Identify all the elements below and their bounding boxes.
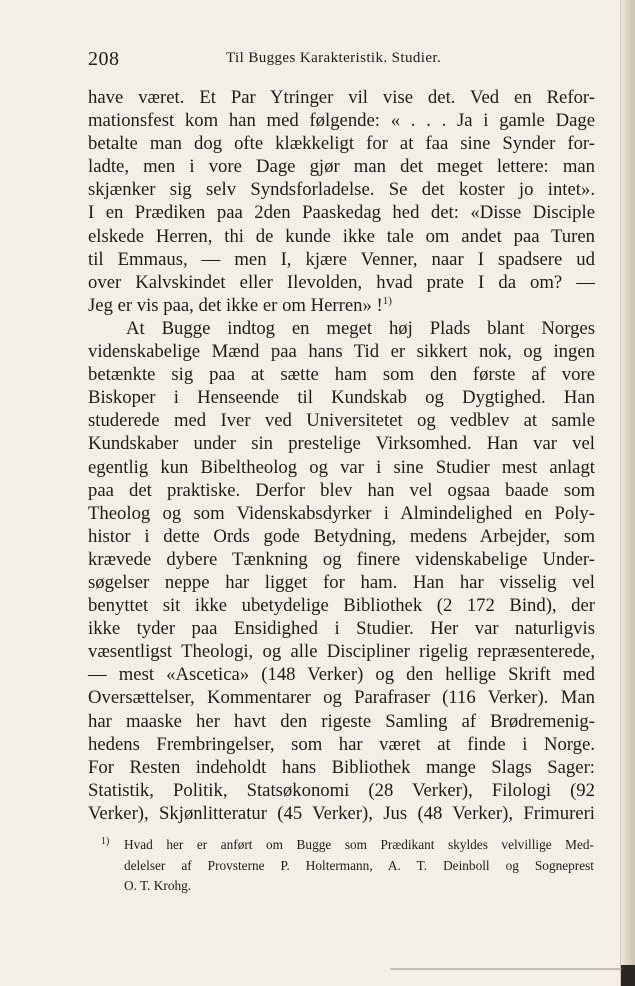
text-line: væsentligst Theologi, og alle Discipliner rigelig repræsenterede, [88, 641, 595, 663]
text-line: krævede dybere Tænkning og finere videnskabelige Under- [88, 548, 595, 570]
text-line: betalte man dog ofte klækkeligt for at faa sine Synder for- [88, 133, 595, 155]
text-line: har maaske her havt den rigeste Samling af Brødremenig- [88, 710, 595, 732]
text-line: Kundskaber under sin prestelige Virksomhed. Han var vel [88, 433, 595, 455]
paragraph-start: At Bugge indtog en meget høj Plads blant Norges [126, 317, 595, 339]
footnote [101, 835, 594, 897]
text-line: søgelser neppe har ligget for ham. Han har visselig vel [88, 571, 595, 593]
text-line: benyttet sit ikke ubetydelige Bibliothek (2 172 Bind), der [88, 595, 595, 617]
text-line: ladte, men i vore Dage gjør man det meget lettere: man [88, 156, 595, 178]
text-line: histor i dette Ords gode Betydning, medens Arbejder, som [88, 525, 595, 547]
header-title: Til Bugges Karakteristik. Studier. [226, 50, 442, 66]
footnote-line: Hvad her er anført om Bugge som Prædikant skyldes velvillige Med- [124, 837, 594, 852]
running-head [88, 48, 593, 74]
page-curl [390, 968, 622, 970]
text-line: over Kalvskindet eller Ilevolden, hvad prate I da om? — [88, 271, 595, 293]
page-number: 208 [88, 48, 120, 70]
text-line: elskede Herren, thi de kunde ikke tale om andet paa Turen [88, 225, 595, 247]
footnote-reference: 1) [382, 294, 392, 307]
text-line: hedens Frembringelser, som har været at finde i Norge. [88, 733, 595, 755]
text-line: Statistik, Politik, Statsøkonomi (28 Verker), Filologi (92 [88, 779, 595, 801]
text-line: Jeg er vis paa, det ikke er om Herren» ! [88, 294, 383, 316]
text-line: For Resten indeholdt hans Bibliothek mange Slags Sager: [88, 756, 595, 778]
text-line: egentlig kun Bibeltheolog og var i sine Studier mest anlagt [88, 456, 595, 478]
footnote-line: O. T. Krohg. [124, 878, 192, 893]
page-edge-shadow [621, 965, 635, 986]
text-line: skjænker sig selv Syndsforladelse. Se det koster jo intet». [88, 179, 595, 201]
text-line: Theolog og som Videnskabsdyrker i Almindelighed en Poly- [88, 502, 595, 524]
text-line: til Emmaus, — men I, kjære Venner, naar I spadsere ud [88, 248, 595, 270]
text-line: mationsfest kom han med følgende: « . . . Ja i gamle Dage [88, 110, 595, 132]
text-line: Biskoper i Henseende til Kundskab og Dygtighed. Han [88, 387, 595, 409]
body-text [88, 86, 595, 825]
text-line: have været. Et Par Ytringer vil vise det. Ved en Refor- [88, 87, 595, 108]
page-edge [620, 0, 635, 986]
text-line: I en Prædiken paa 2den Paaskedag hed det: «Disse Disciple [88, 202, 595, 224]
text-line: studerede med Iver ved Universitetet og vedblev at samle [88, 410, 595, 432]
footnote-line: delelser af Provsterne P. Holtermann, A. T. Deinboll og Sogneprest [124, 857, 594, 873]
text-line-with-footnote-ref [88, 294, 595, 317]
text-line: videnskabelige Mænd paa hans Tid er sikkert nok, og ingen [88, 341, 595, 363]
footnote-marker: 1) [101, 836, 110, 847]
text-line: betænkte sig paa at sætte ham som den første af vore [88, 364, 595, 386]
text-line: — mest «Ascetica» (148 Verker) og den hellige Skrift med [88, 664, 595, 686]
text-line: Verker), Skjønlitteratur (45 Verker), Jus (48 Verker), Frimureri [88, 802, 595, 824]
text-line: Oversættelser, Kommentarer og Parafraser (116 Verker). Man [88, 687, 595, 709]
text-line: ikke tyder paa Ensidighed i Studier. Her var naturligvis [88, 618, 595, 640]
text-line: paa det praktiske. Derfor blev han vel ogsaa baade som [88, 479, 595, 501]
